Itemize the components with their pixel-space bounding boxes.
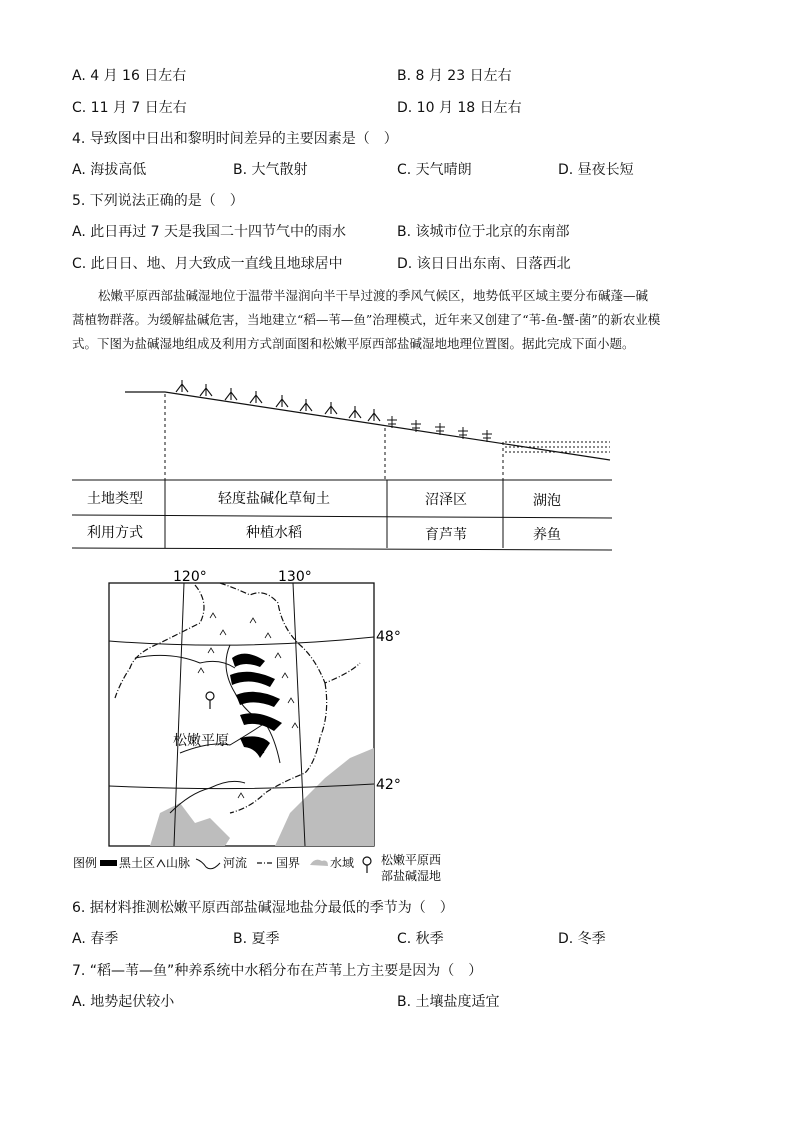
water-area-south [150, 803, 230, 846]
q5-option-d: D. 该日日出东南、日落西北 [397, 256, 571, 272]
row-label-land-type: 土地类型 [87, 491, 143, 507]
q5-option-b: B. 该城市位于北京的东南部 [397, 224, 570, 240]
material-line-2: 蒿植物群落。为缓解盐碱危害，当地建立“稻—苇—鱼”治理模式，近年来又创建了“苇-鱼-蟹-菌”的新农业模 [72, 312, 661, 327]
legend-black-soil: 黑土区 [119, 856, 156, 870]
q4-option-a: A. 海拔高低 [72, 162, 147, 178]
lat-42-label: 42° [376, 777, 401, 793]
q3-option-b: B. 8 月 23 日左右 [397, 68, 512, 84]
legend-water-icon [310, 860, 328, 866]
land-type-lake: 湖泡 [533, 493, 561, 509]
q3-option-c: C. 11 月 7 日左右 [72, 100, 187, 116]
q6-option-a: A. 春季 [72, 931, 119, 947]
legend-black-soil-swatch [100, 860, 117, 866]
usage-rice: 种植水稻 [246, 525, 302, 541]
q6-stem: 6. 据材料推测松嫩平原西部盐碱湿地盐分最低的季节为（ ） [72, 900, 454, 916]
legend-water: 水域 [330, 856, 355, 870]
legend-mountain-icon [157, 860, 165, 867]
land-type-marsh: 沼泽区 [425, 492, 467, 508]
q6-option-d: D. 冬季 [558, 931, 606, 947]
q4-stem: 4. 导致图中日出和黎明时间差异的主要因素是（ ） [72, 131, 398, 147]
q7-option-b: B. 土壤盐度适宜 [397, 994, 500, 1010]
q7-option-a: A. 地势起伏较小 [72, 994, 175, 1010]
row-label-usage: 利用方式 [87, 525, 143, 541]
songnen-plain-label: 松嫩平原 [173, 733, 229, 749]
legend-river: 河流 [223, 856, 248, 870]
material-paragraph [72, 284, 722, 356]
lon-130-label: 130° [278, 569, 312, 585]
legend-site-line1: 松嫩平原西 [381, 853, 442, 867]
land-type-meadow: 轻度盐碱化草甸土 [218, 491, 330, 507]
q5-option-a: A. 此日再过 7 天是我国二十四节气中的雨水 [72, 224, 347, 240]
q3-option-a: A. 4 月 16 日左右 [72, 68, 187, 84]
location-map [60, 563, 480, 893]
material-line-3: 式。下图为盐碱湿地组成及利用方式剖面图和松嫩平原西部盐碱湿地地理位置图。据此完成下面小题。 [72, 336, 635, 351]
saline-wetland-marker [206, 692, 214, 709]
q4-option-c: C. 天气晴朗 [397, 162, 472, 178]
q3-option-d: D. 10 月 18 日左右 [397, 100, 522, 116]
q4-option-b: B. 大气散射 [233, 162, 308, 178]
legend-river-icon [196, 859, 220, 869]
q5-stem: 5. 下列说法正确的是（ ） [72, 193, 244, 209]
lat-48-label: 48° [376, 629, 401, 645]
q4-option-d: D. 昼夜长短 [558, 162, 634, 178]
legend-title: 图例 [73, 856, 98, 870]
legend-border: 国界 [276, 856, 301, 870]
profile-figure [0, 370, 794, 560]
usage-reed: 育芦苇 [425, 527, 467, 543]
lon-120-label: 120° [173, 569, 207, 585]
usage-fish: 养鱼 [533, 527, 561, 543]
legend-mountain: 山脉 [166, 856, 191, 870]
q7-stem: 7. “稻—苇—鱼”种养系统中水稻分布在芦苇上方主要是因为（ ） [72, 963, 483, 979]
q6-option-c: C. 秋季 [397, 931, 444, 947]
water-area-sea [275, 748, 374, 846]
legend-site-line2: 部盐碱湿地 [381, 869, 442, 883]
material-line-1: 松嫩平原西部盐碱湿地位于温带半湿润向半干旱过渡的季风气候区，地势低平区域主要分布碱蓬—碱 [98, 288, 649, 303]
legend-site-icon [363, 857, 371, 865]
q6-option-b: B. 夏季 [233, 931, 280, 947]
q5-option-c: C. 此日日、地、月大致成一直线且地球居中 [72, 256, 343, 272]
